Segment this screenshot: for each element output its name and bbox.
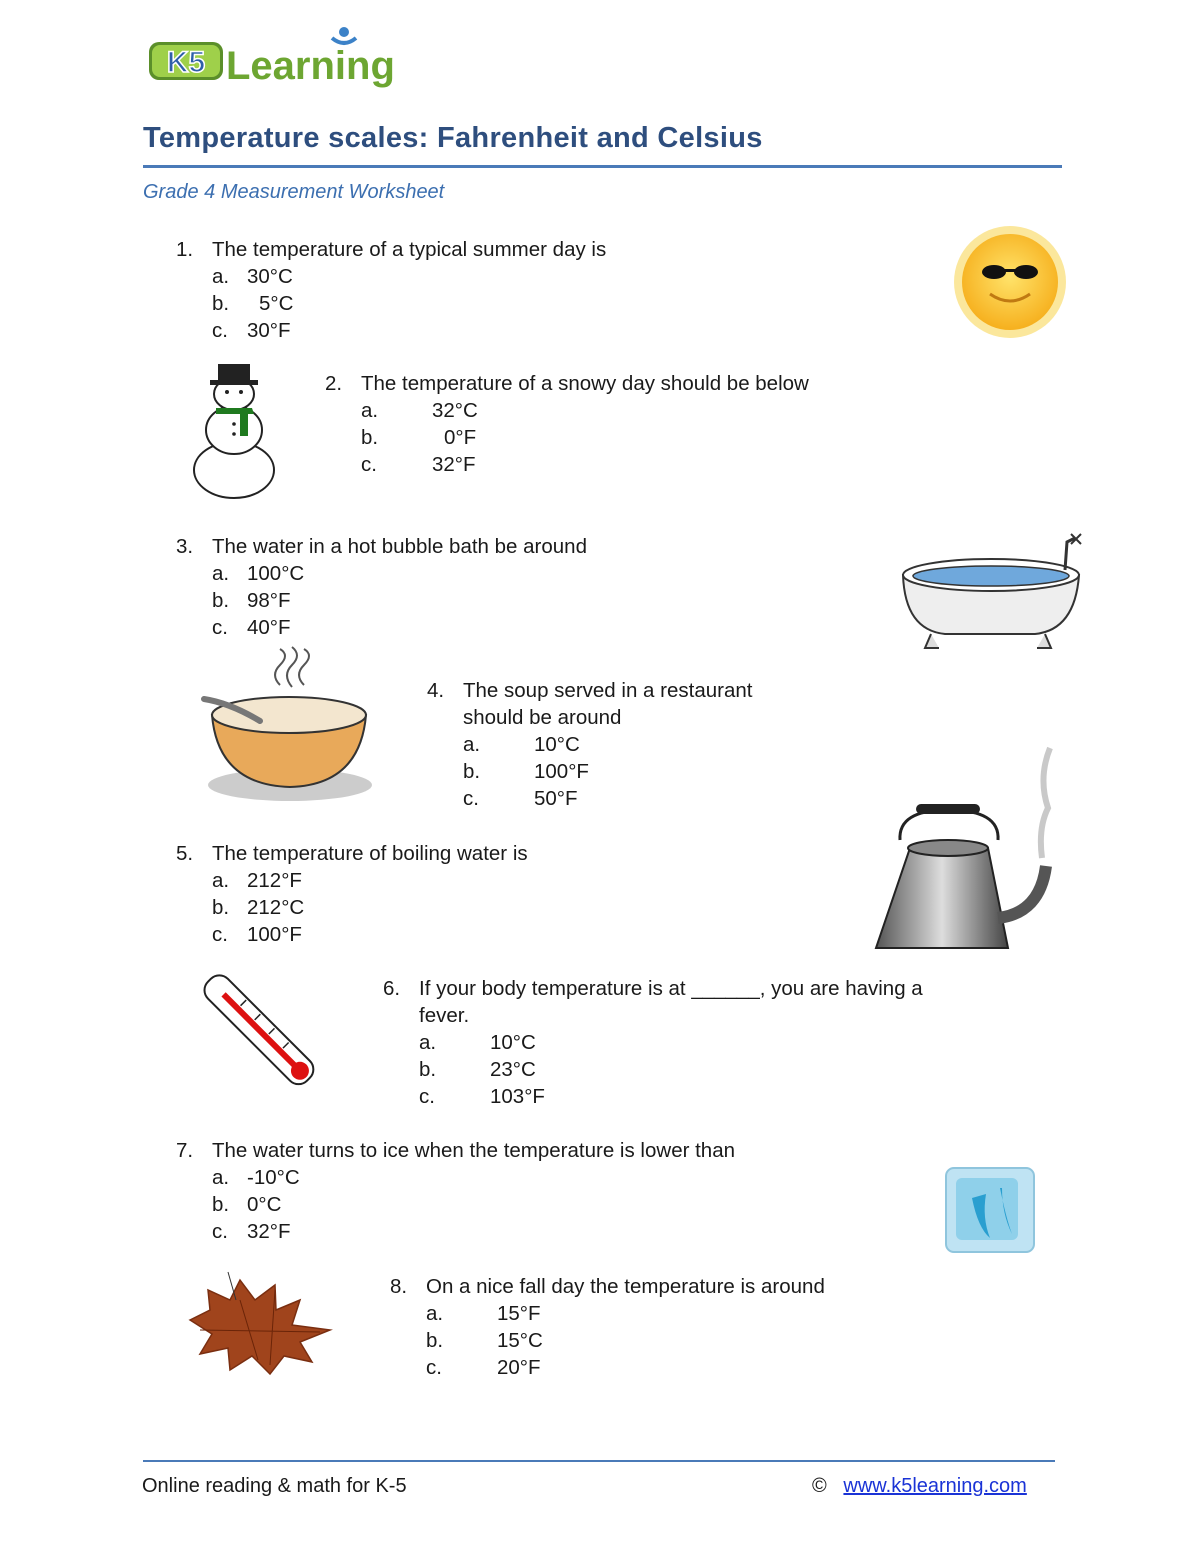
ice-cube-icon: [942, 1158, 1042, 1263]
answer-option[interactable]: a. -10°C: [212, 1166, 300, 1189]
answer-option[interactable]: c. 30°F: [212, 319, 291, 342]
answer-option[interactable]: c. 40°F: [212, 616, 291, 639]
answer-option[interactable]: b. 5°C: [212, 292, 294, 315]
website-link[interactable]: www.k5learning.com: [843, 1475, 1027, 1497]
sun-icon: [950, 222, 1070, 347]
question-number: 1.: [176, 238, 194, 261]
page-title: Temperature scales: Fahrenheit and Celsius: [143, 122, 763, 154]
answer-option[interactable]: b. 100°F: [463, 760, 589, 783]
question-5: 5. The temperature of boiling water is a. 212°F b. 212°C c. 100°F: [176, 840, 776, 948]
answer-option[interactable]: c. 100°F: [212, 923, 302, 946]
answer-option[interactable]: a. 15°F: [426, 1302, 541, 1325]
answer-option[interactable]: c. 50°F: [463, 787, 578, 810]
question-3: 3. The water in a hot bubble bath be around a. 100°C b. 98°F c. 40°F: [176, 533, 876, 641]
answer-option[interactable]: a. 10°C: [419, 1031, 536, 1054]
footer-tagline: Online reading & math for K-5: [142, 1475, 407, 1497]
answer-option[interactable]: a. 30°C: [212, 265, 293, 288]
k5-learning-logo: [146, 24, 406, 90]
answer-option[interactable]: c. 32°F: [212, 1220, 291, 1243]
page-subtitle: Grade 4 Measurement Worksheet: [143, 181, 445, 203]
question-2: 2. The temperature of a snowy day should be below a. 32°C b. 0°F c. 32°F: [325, 370, 965, 478]
bathtub-icon: [895, 530, 1090, 660]
question-1: [176, 236, 876, 344]
answer-option[interactable]: b. 98°F: [212, 589, 291, 612]
footer-copyright: [812, 1475, 1027, 1498]
answer-option[interactable]: c. 103°F: [419, 1085, 545, 1108]
copyright-symbol: ©: [812, 1475, 827, 1497]
question-4: 4. The soup served in a restaurant should be around a. 10°C b. 100°F c. 50°F: [427, 677, 847, 812]
question-stem: The temperature of a typical summer day is: [212, 238, 607, 261]
answer-option[interactable]: b. 23°C: [419, 1058, 536, 1081]
answer-option[interactable]: a. 32°C: [361, 399, 478, 422]
autumn-leaf-icon: [180, 1270, 340, 1385]
answer-option[interactable]: a. 10°C: [463, 733, 580, 756]
question-6: 6. If your body temperature is at ______, you are having a fever. a. 10°C b. 23°C c. 103°F: [383, 975, 1023, 1110]
snowman-icon: [188, 358, 283, 508]
answer-option[interactable]: c. 20°F: [426, 1356, 541, 1379]
kettle-icon: [870, 738, 1080, 958]
answer-option[interactable]: b. 212°C: [212, 896, 305, 919]
footer-divider: [143, 1460, 1055, 1462]
answer-option[interactable]: b. 0°F: [361, 426, 477, 449]
answer-option[interactable]: c. 32°F: [361, 453, 476, 476]
title-divider: [143, 165, 1062, 168]
logo-learning-text: Learning: [226, 44, 395, 88]
thermometer-icon: [196, 966, 336, 1106]
question-7: 7. The water turns to ice when the temperature is lower than a. -10°C b. 0°C c. 32°F: [176, 1137, 896, 1245]
answer-option[interactable]: b. 15°C: [426, 1329, 543, 1352]
answer-option[interactable]: a. 100°C: [212, 562, 305, 585]
logo-k5-text: K5: [166, 46, 206, 79]
soup-bowl-icon: [200, 655, 380, 820]
question-8: 8. On a nice fall day the temperature is around a. 15°F b. 15°C c. 20°F: [390, 1273, 990, 1381]
answer-option[interactable]: b. 0°C: [212, 1193, 282, 1216]
answer-option[interactable]: a. 212°F: [212, 869, 302, 892]
